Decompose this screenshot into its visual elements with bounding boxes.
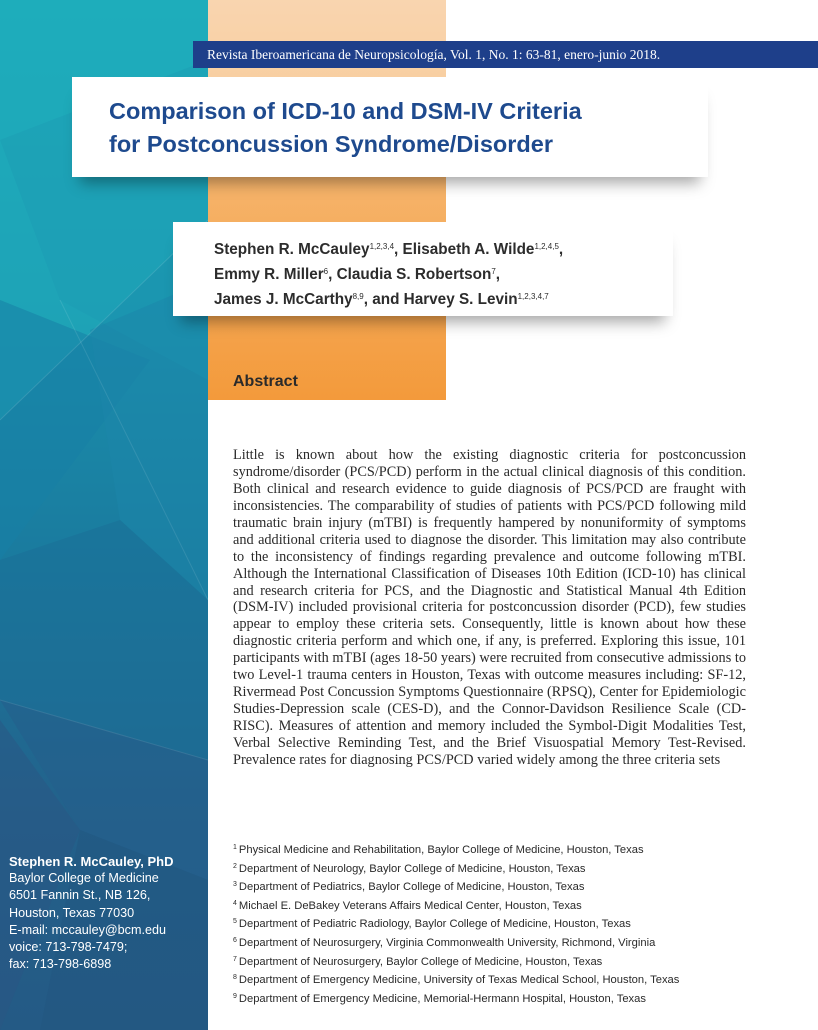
journal-citation: Revista Iberoamericana de Neuropsicología, Vol. 1, No. 1: 63-81, enero-junio 2018. [207,47,661,62]
author-name: Elisabeth A. Wilde [402,241,535,258]
author-line [214,261,563,286]
affiliation-number: 4 [233,899,237,907]
affiliation-text: Department of Neurosurgery, Virginia Commonwealth University, Richmond, Virginia [238,936,656,949]
author-list [214,236,563,311]
affiliations-list [233,840,753,1007]
contact-name: Stephen R. McCauley, PhD [9,854,174,869]
abstract-heading: Abstract [233,373,298,390]
contact-block [9,853,173,973]
title-line-1: Comparison of ICD-10 and DSM-IV Criteria [109,98,582,124]
affiliation-text: Department of Emergency Medicine, University of Texas Medical School, Houston, Texas [238,974,680,987]
affiliation-text: Michael E. DeBakey Veterans Affairs Medical Center, Houston, Texas [238,899,582,912]
affiliation-number: 6 [233,936,237,944]
affiliation-item [233,952,753,971]
abstract-text: Little is known about how the existing diagnostic criteria for postconcussion syndrome/disorder (PCS/PCD) perform in the actual clinical diagnosis of this condition. Both clinical and research evidence to guide diagnosis of PCS/PCD are fraught with inconsistencies. The comparability of studies of patients with PCS/PCD following mild traumatic brain injury (mTBI) is frequently hampered by nonuniformity of symptoms and additional criteria used to diagnose the disorder. This limitation may also contribute to the inconsistency of findings regarding prevalence and outcome following mTBI. Although the International Classification of Diseases 10th Edition (ICD-10) has clinical and research criteria for PCS, and the Diagnostic and Statistical Manual 4th Edition (DSM-IV) included provisional criteria for postconcussion disorder (PCD), few studies appear to employ these criteria sets. Consequently, little is known about how these diagnostic criteria perform and which one, if any, is preferred. Exploring this issue, 101 participants with mTBI (ages 18-50 years) were recruited from consecutive admissions to two Level-1 trauma centers in Houston, Texas with outcome measures including: SF-12, Rivermead Post Concussion Symptoms Questionnaire (RPSQ), Center for Epidemiologic Studies-Depression scale (CES-D), and the Connor-Davidson Resilience Scale (CD-RISC). Measures of attention and memory included the Symbol-Digit Modalities Test, Verbal Selective Reminding Test, and the Brief Visuospatial Memory Test-Revised. Prevalence rates for diagnosing PCS/PCD varied widely among the three criteria sets [233,447,746,768]
authors-box [173,222,673,316]
affiliation-number: 2 [233,862,237,870]
contact-address-line-2: Houston, Texas 77030 [9,905,135,920]
title-box [72,77,708,177]
contact-fax: fax: 713-798-6898 [9,957,112,972]
author-separator: , [495,266,501,283]
author-separator: , [558,241,564,258]
affiliation-text: Department of Emergency Medicine, Memorial-Hermann Hospital, Houston, Texas [238,992,646,1005]
contact-institution: Baylor College of Medicine [9,871,159,886]
author-separator: , [394,241,403,258]
affiliation-item [233,896,753,915]
affiliation-item [233,970,753,989]
author-affiliations: 6 [323,267,329,276]
author-line [214,286,563,311]
author-separator: , [328,266,337,283]
contact-voice: voice: 713-798-7479; [9,940,128,955]
affiliation-item [233,933,753,952]
author-affiliations: 1,2,3,4,7 [517,292,549,301]
title-line-2: for Postconcussion Syndrome/Disorder [109,131,553,157]
journal-citation-bar [193,41,818,68]
affiliation-item [233,877,753,896]
affiliation-number: 5 [233,918,237,926]
author-separator: , and [363,291,404,308]
author-name: Stephen R. McCauley [214,241,370,258]
author-name: Emmy R. Miller [214,266,324,283]
affiliation-number: 1 [233,844,237,851]
affiliation-number: 7 [233,955,237,963]
contact-address-line-1: 6501 Fannin St., NB 126, [9,888,151,903]
affiliation-item [233,859,753,878]
affiliation-number: 8 [233,974,237,982]
affiliation-item [233,914,753,933]
affiliation-number: 9 [233,992,237,1000]
author-affiliations: 7 [491,267,496,276]
article-title [109,95,582,161]
affiliation-item [233,989,753,1008]
contact-email: E-mail: mccauley@bcm.edu [9,922,166,937]
author-name: James J. McCarthy [214,291,353,308]
affiliation-number: 3 [233,881,237,889]
affiliation-text: Department of Neurology, Baylor College of Medicine, Houston, Texas [238,862,586,875]
affiliation-text: Department of Pediatrics, Baylor College of Medicine, Houston, Texas [238,881,585,894]
author-affiliations: 1,2,4,5 [534,242,559,251]
affiliation-item [233,840,753,859]
author-name: Harvey S. Levin [403,291,518,308]
author-affiliations: 8,9 [352,292,364,301]
author-line [214,236,563,261]
affiliation-text: Physical Medicine and Rehabilitation, Baylor College of Medicine, Houston, Texas [238,844,644,856]
affiliation-text: Department of Pediatric Radiology, Baylor College of Medicine, Houston, Texas [238,918,631,931]
affiliation-text: Department of Neurosurgery, Baylor College of Medicine, Houston, Texas [238,955,603,968]
author-name: Claudia S. Robertson [336,266,492,283]
author-affiliations: 1,2,3,4 [369,242,395,251]
